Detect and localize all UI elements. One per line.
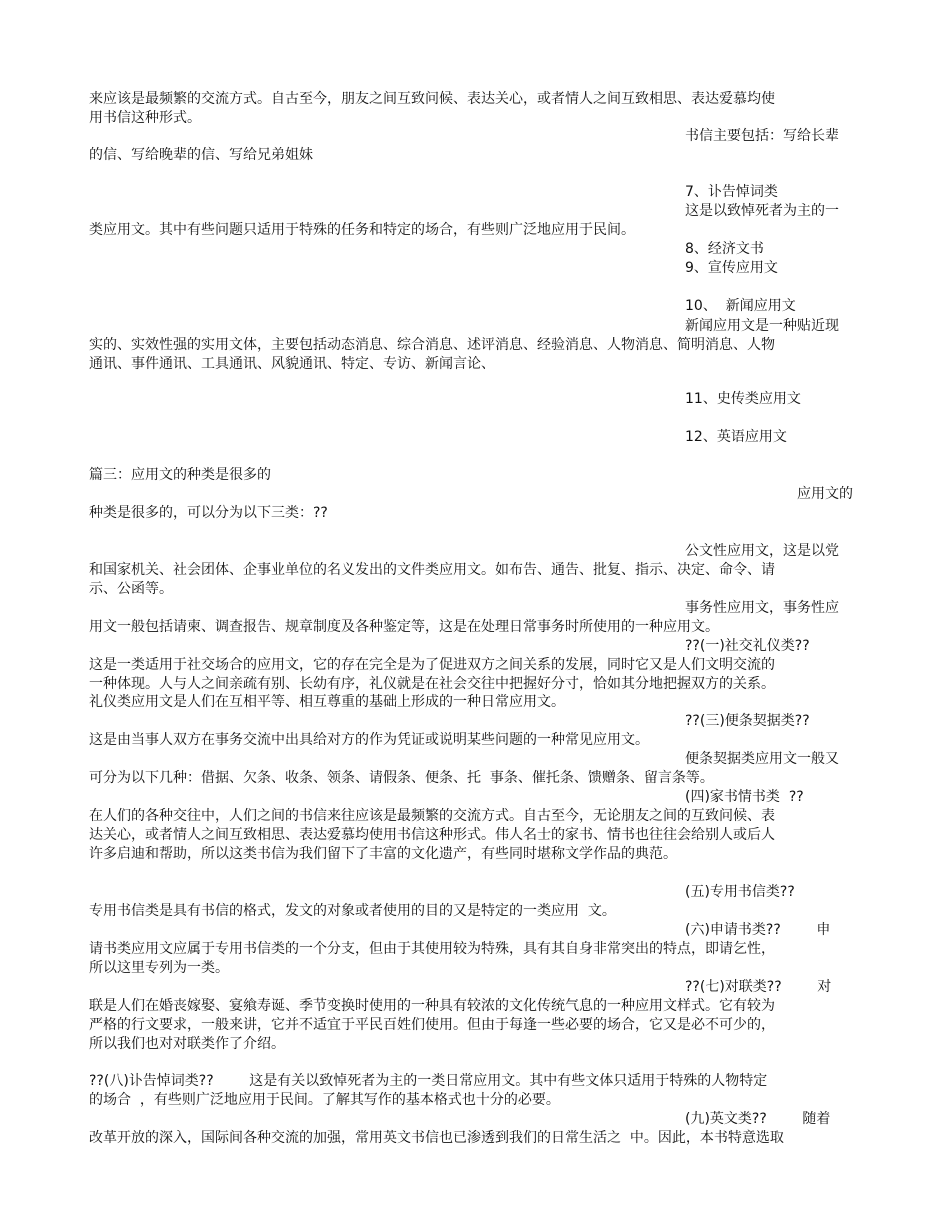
section-heading: 8、经济文书	[685, 241, 764, 257]
section-heading: (九)英文类?? 随着	[685, 1111, 831, 1127]
section-heading: ??(三)便条契据类??	[685, 713, 810, 729]
text-line: ??(八)讣告悼词类?? 这是有关以致悼死者为主的一类日常应用文。其中有些文体只适用于特殊的人物特定	[89, 1073, 768, 1089]
section-heading: ??(一)社交礼仪类??	[685, 638, 810, 654]
text-line: 所以我们也对对联类作了介绍。	[89, 1036, 285, 1052]
text-line: 新闻应用文是一种贴近现	[685, 318, 839, 334]
text-line: 和国家机关、社会团体、企事业单位的名义发出的文件类应用文。如布告、通告、批复、指示、决定、命令、请	[89, 562, 775, 578]
text-line: 用书信这种形式。	[89, 110, 201, 126]
text-line: 专用书信类是具有书信的格式，发文的对象或者使用的目的又是特定的一类应用 文。	[89, 903, 616, 919]
text-line: 可分为以下几种：借据、欠条、收条、领条、请假条、便条、托 事条、催托条、馈赠条、留言条等。	[89, 770, 714, 786]
text-line: 示、公函等。	[89, 581, 173, 597]
chapter-heading: 篇三：应用文的种类是很多的	[89, 467, 271, 483]
text-line: 应用文的	[797, 486, 853, 502]
text-line: 通讯、事件通讯、工具通讯、风貌通讯、特定、专访、新闻言论、	[89, 356, 495, 372]
text-line: 来应该是最频繁的交流方式。自古至今，朋友之间互致问候、表达关心，或者情人之间互致相思、表达爱慕均使	[89, 91, 775, 107]
text-line: 礼仪类应用文是人们在互相平等、相互尊重的基础上形成的一种日常应用文。	[89, 694, 565, 710]
text-line: 公文性应用文，这是以党	[685, 543, 839, 559]
section-heading: 7、讣告悼词类	[685, 184, 778, 200]
text-line: 类应用文。其中有些问题只适用于特殊的任务和特定的场合，有些则广泛地应用于民间。	[89, 222, 635, 238]
text-line: 事务性应用文，事务性应	[685, 600, 839, 616]
text-line: 达关心，或者情人之间互致相思、表达爱慕均使用书信这种形式。伟人名士的家书、情书也往往会给别人或后人	[89, 827, 775, 843]
text-line: 用文一般包括请柬、调查报告、规章制度及各种鉴定等，这是在处理日常事务时所使用的一种应用文。	[89, 619, 719, 635]
text-line: 的信、写给晚辈的信、写给兄弟姐妹	[89, 147, 313, 163]
text-line: 在人们的各种交往中，人们之间的书信来往应该是最频繁的交流方式。自古至今，无论朋友之间的互致问候、表	[89, 808, 775, 824]
text-line: 便条契据类应用文一般又	[685, 751, 839, 767]
text-line: 实的、实效性强的实用文体，主要包括动态消息、综合消息、述评消息、经验消息、人物消息、简明消息、人物	[89, 337, 775, 353]
text-line: 所以这里专列为一类。	[89, 960, 229, 976]
text-line: 的场合 ，有些则广泛地应用于民间。了解其写作的基本格式也十分的必要。	[89, 1092, 560, 1108]
section-heading: ??(七)对联类?? 对	[685, 979, 832, 995]
text-line: 联是人们在婚丧嫁娶、宴飨寿诞、季节变换时使用的一种具有较浓的文化传统气息的一种应用文样式。它有较为	[89, 998, 775, 1014]
text-line: 种类是很多的，可以分为以下三类：??	[89, 505, 328, 521]
text-line: 这是由当事人双方在事务交流中出具给对方的作为凭证或说明某些问题的一种常见应用文。	[89, 732, 649, 748]
section-heading: 11、史传类应用文	[685, 391, 801, 407]
section-heading: (四)家书情书类 ??	[685, 789, 804, 805]
section-heading: (六)申请书类?? 申	[685, 922, 831, 938]
text-line: 许多启迪和帮助，所以这类书信为我们留下了丰富的文化遗产，有些同时堪称文学作品的典范。	[89, 846, 677, 862]
section-heading: 12、英语应用文	[685, 429, 787, 445]
section-heading: 10、 新闻应用文	[685, 298, 796, 314]
text-line: 请书类应用文应属于专用书信类的一个分支，但由于其使用较为特殊，具有其自身非常突出的特点，即请乞性，	[89, 941, 775, 957]
section-heading: 9、宣传应用文	[685, 260, 778, 276]
section-heading: (五)专用书信类??	[685, 884, 795, 900]
text-line: 这是一类适用于社交场合的应用文，它的存在完全是为了促进双方之间关系的发展，同时它又是人们文明交流的	[89, 657, 775, 673]
text-line: 书信主要包括：写给长辈	[685, 128, 839, 144]
text-line: 这是以致悼死者为主的一	[685, 203, 839, 219]
text-line: 严格的行文要求，一般来讲，它并不适宜于平民百姓们使用。但由于每逢一些必要的场合，它又是必不可少的，	[89, 1017, 775, 1033]
text-line: 一种体现。人与人之间亲疏有别、长幼有序，礼仪就是在社会交往中把握好分寸，恰如其分地把握双方的关系。	[89, 676, 775, 692]
text-line: 改革开放的深入，国际间各种交流的加强，常用英文书信也已渗透到我们的日常生活之 中。因此，本书特意选取	[89, 1130, 784, 1146]
